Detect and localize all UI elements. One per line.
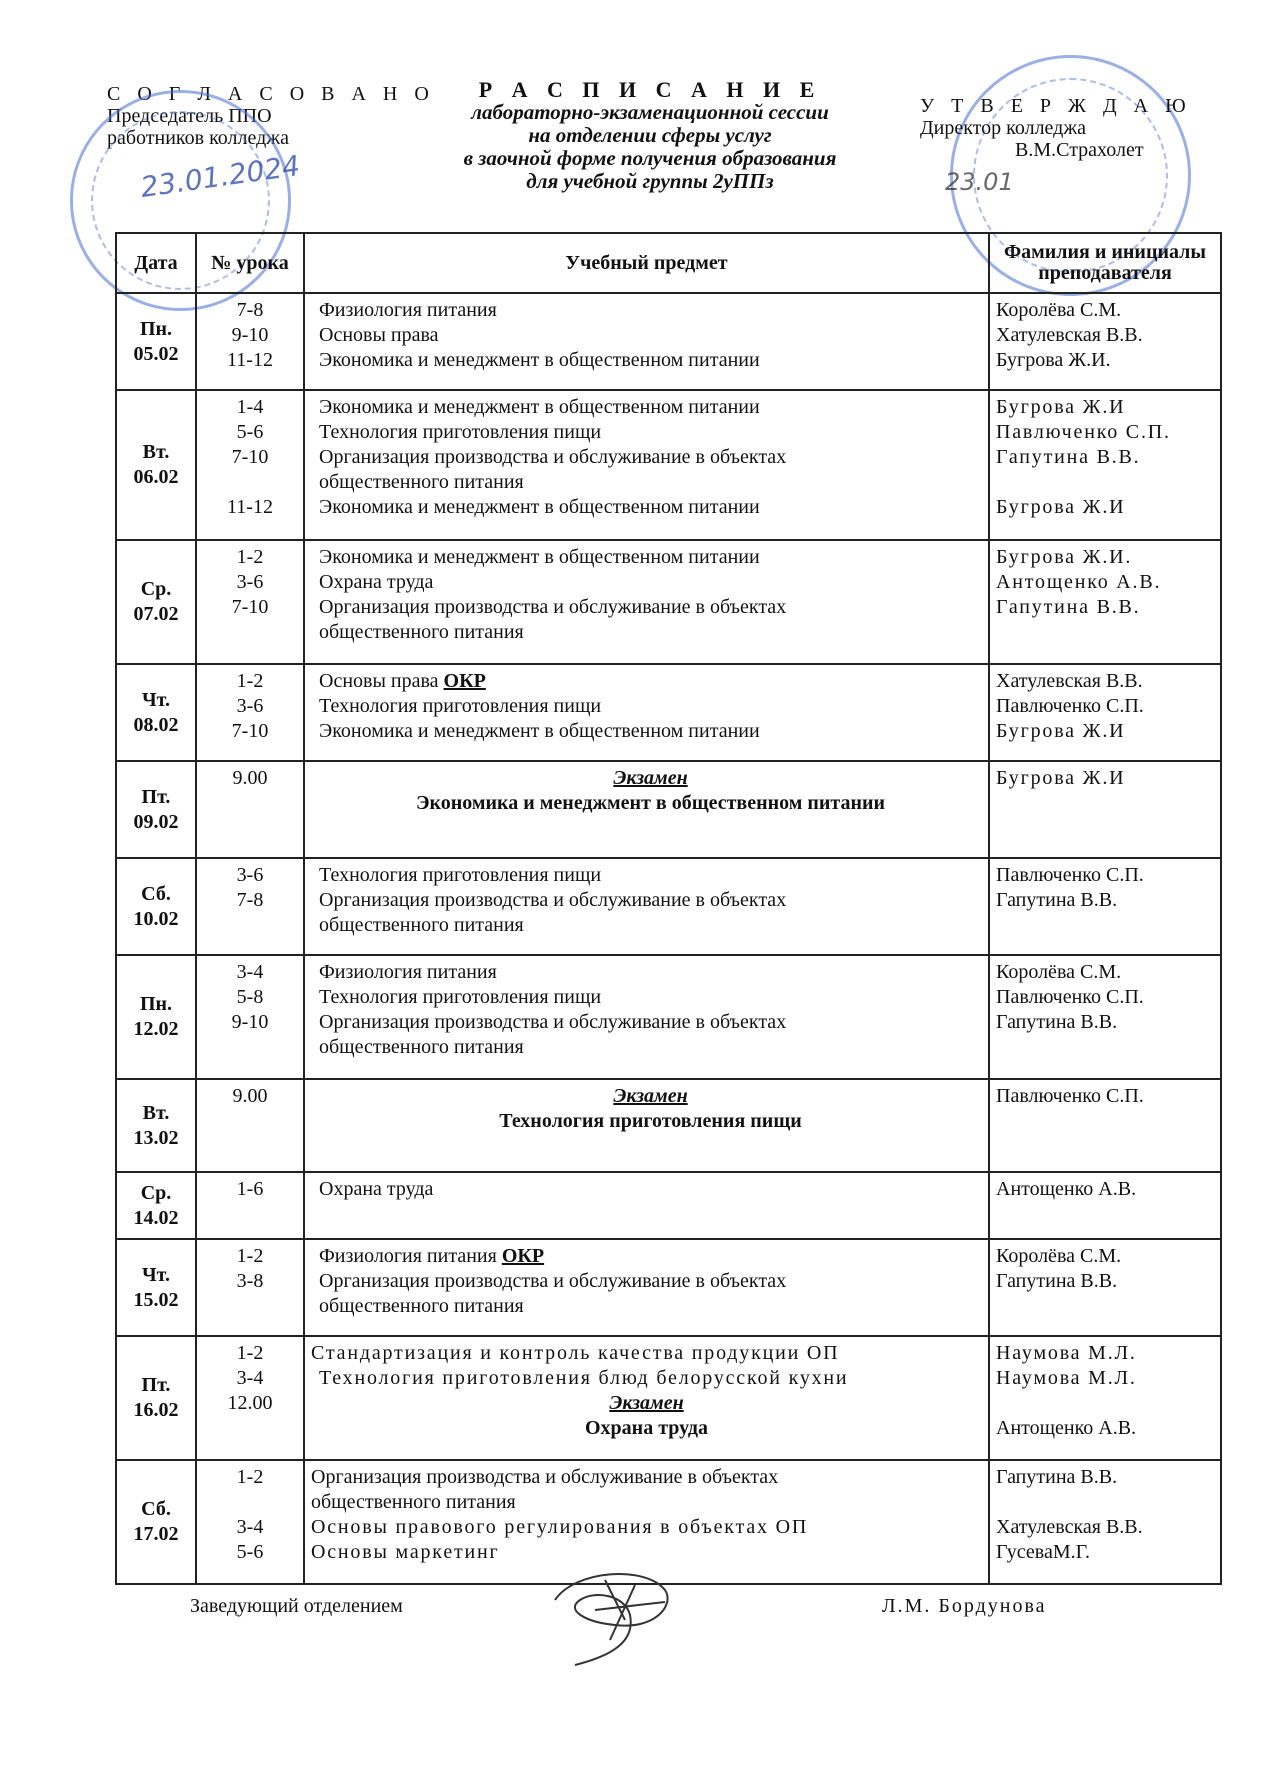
subject-cell (304, 540, 989, 664)
teacher: Бугрова Ж.И (996, 496, 1126, 518)
teacher-cell (989, 1172, 1221, 1239)
subject: Экономика и менеджмент в общественном питании (319, 546, 760, 568)
day-label: Вт. (142, 441, 170, 463)
date-cell (116, 955, 196, 1079)
lesson-cell (196, 1239, 304, 1336)
exam-cell (304, 761, 989, 858)
lesson-number: 7-10 (231, 720, 269, 742)
day-label: Ср. (140, 578, 172, 600)
teacher: ГусеваМ.Г. (996, 1541, 1090, 1563)
teacher: Гапутина В.В. (996, 1270, 1118, 1292)
lesson-number: 3-6 (236, 695, 264, 717)
day-label: Пт. (141, 785, 171, 808)
lesson-number: 5-8 (236, 986, 264, 1008)
teacher-cell (989, 761, 1221, 858)
table-row (116, 540, 1221, 664)
lesson-number: 1-2 (236, 1342, 264, 1364)
lesson-number: 1-2 (236, 1466, 264, 1488)
exam-subject: Экономика и менеджмент в общественном питании (415, 792, 886, 814)
table-row (116, 1336, 1221, 1460)
date-cell (116, 540, 196, 664)
teacher: Гапутина В.В. (996, 1011, 1118, 1033)
subject-cell (304, 1172, 989, 1239)
subject: Экономика и менеджмент в общественном питании (319, 720, 760, 742)
footer-name: Л.М. Бордунова (882, 1595, 1047, 1617)
teacher: Гапутина В.В. (996, 1466, 1118, 1488)
exam-label: Экзамен (613, 1085, 688, 1107)
day-label: Сб. (141, 882, 171, 905)
date-cell (116, 1460, 196, 1584)
header-subject: Учебный предмет (304, 233, 989, 293)
lesson-number: 3-4 (236, 1367, 264, 1389)
table-row (116, 293, 1221, 390)
lesson-cell (196, 390, 304, 540)
table-row (116, 664, 1221, 761)
exam-subject: Охрана труда (585, 1417, 708, 1439)
subject-cell (304, 1239, 989, 1336)
date-label: 16.02 (133, 1399, 179, 1421)
lesson-number: 7-10 (231, 446, 269, 468)
lesson-number: 7-8 (236, 889, 264, 911)
subject-cell (304, 293, 989, 390)
date-cell (116, 1336, 196, 1460)
lesson-number: 1-2 (236, 1245, 264, 1267)
date-label: 15.02 (133, 1288, 179, 1311)
lesson-number (203, 470, 297, 495)
subject: Основы права (319, 324, 439, 346)
table-row (116, 858, 1221, 955)
subject: Технология приготовления пищи (319, 695, 602, 717)
teacher: Гапутина В.В. (996, 446, 1141, 468)
teacher: Бугрова Ж.И. (996, 546, 1133, 568)
page-title: Р А С П И С А Н И Е (478, 77, 822, 102)
subject: Основы маркетинг (311, 1541, 500, 1563)
lesson-number (203, 1490, 297, 1515)
teacher: Королёва С.М. (996, 299, 1122, 321)
teacher: Антощенко А.В. (996, 1417, 1137, 1439)
subject: Экономика и менеджмент в общественном питании (319, 349, 760, 371)
teacher-cell (989, 540, 1221, 664)
lesson-cell (196, 1460, 304, 1584)
teacher: Антощенко А.В. (996, 1178, 1137, 1200)
teacher: Бугрова Ж.И. (996, 349, 1111, 371)
teacher-cell (989, 858, 1221, 955)
subject: общественного питания (319, 914, 524, 936)
left-stamp-date: 23.01.2024 (138, 149, 302, 204)
lesson-cell (196, 955, 304, 1079)
date-cell (116, 858, 196, 955)
subject: Организация производства и обслуживание в объектах (319, 596, 787, 618)
subject-cell (304, 664, 989, 761)
header-date: Дата (116, 233, 196, 293)
okr-badge: ОКР (443, 670, 486, 692)
teacher: Хатулевская В.В. (996, 670, 1143, 692)
subject: общественного питания (319, 1295, 524, 1317)
right-stamp-date: 23.01 (945, 168, 1014, 196)
date-label: 05.02 (133, 342, 179, 365)
date-label: 06.02 (133, 466, 179, 488)
lesson-number: 9-10 (231, 324, 269, 346)
date-label: 07.02 (133, 603, 179, 625)
date-label: 08.02 (133, 713, 179, 736)
day-label: Чт. (142, 1263, 170, 1286)
date-label: 12.02 (133, 1018, 179, 1040)
lesson-number: 1-6 (236, 1178, 264, 1200)
subject: Экономика и менеджмент в общественном питании (319, 496, 760, 518)
lesson-number: 3-6 (236, 571, 264, 593)
lesson-number: 5-6 (236, 1541, 264, 1563)
subject: Организация производства и обслуживание в объектах (319, 1011, 787, 1033)
teacher-cell (989, 1239, 1221, 1336)
ppo-chairman-label: Председатель ППО (107, 105, 272, 127)
teacher-cell (989, 293, 1221, 390)
day-label: Вт. (142, 1101, 170, 1124)
header-lesson-number: № урока (196, 233, 304, 293)
subject: Физиология питания (319, 961, 497, 983)
lesson-number: 11-12 (227, 349, 273, 371)
subject: общественного питания (311, 1491, 516, 1513)
teacher: Королёва С.М. (996, 961, 1122, 983)
lesson-cell (196, 761, 304, 858)
day-label: Сб. (141, 1498, 171, 1520)
teacher: Павлюченко С.П. (996, 864, 1144, 886)
teacher: Гапутина В.В. (996, 596, 1141, 618)
subject: Физиология питания (319, 1245, 497, 1267)
study-form: в заочной форме получения образования (463, 146, 837, 170)
teacher: Гапутина В.В. (996, 889, 1118, 911)
date-label: 10.02 (133, 907, 179, 930)
teacher-cell (989, 1336, 1221, 1460)
lesson-cell (196, 1079, 304, 1172)
day-label: Пт. (141, 1374, 171, 1396)
day-label: Пн. (139, 993, 173, 1015)
lesson-number: 3-4 (236, 1516, 264, 1538)
teacher-cell (989, 955, 1221, 1079)
subject: Технология приготовления пищи (319, 864, 602, 886)
teacher-cell (989, 390, 1221, 540)
subject: Экономика и менеджмент в общественном питании (319, 396, 760, 418)
lesson-number: 5-6 (236, 421, 264, 443)
table-row (116, 390, 1221, 540)
okr-badge: ОКР (501, 1245, 545, 1267)
lesson-cell (196, 540, 304, 664)
date-cell (116, 664, 196, 761)
subject: общественного питания (319, 621, 524, 643)
exam-label: Экзамен (609, 1392, 684, 1414)
subject-cell (304, 955, 989, 1079)
teacher: Павлюченко С.П. (996, 421, 1171, 443)
director-label: Директор колледжа (920, 117, 1087, 139)
table-row (116, 1172, 1221, 1239)
subject: Организация производства и обслуживание в объектах (319, 446, 787, 468)
exam-time: 9.00 (232, 767, 268, 789)
exam-label: Экзамен (613, 767, 688, 789)
day-label: Пн. (139, 317, 173, 340)
date-cell (116, 1079, 196, 1172)
day-label: Чт. (142, 688, 170, 711)
table-row (116, 1079, 1221, 1172)
approved-label: У Т В Е Р Ж Д А Ю (920, 95, 1192, 117)
lesson-number: 1-4 (236, 396, 264, 418)
group-label: для учебной группы 2уППз (526, 169, 774, 193)
date-cell (116, 761, 196, 858)
lesson-number: 7-10 (231, 596, 269, 618)
subject: Организация производства и обслуживание в объектах (311, 1466, 779, 1488)
subject: Физиология питания (319, 299, 497, 321)
date-label: 13.02 (133, 1126, 179, 1149)
table-row (116, 1239, 1221, 1336)
date-label: 09.02 (133, 810, 179, 833)
header-teacher: Фамилия и инициалы преподавателя (989, 233, 1221, 293)
teacher: Наумова М.Л. (996, 1342, 1137, 1364)
teacher: Павлюченко С.П. (996, 695, 1144, 717)
table-header-row (116, 233, 1221, 293)
date-cell (116, 1172, 196, 1239)
department: на отделении сферы услуг (528, 123, 772, 147)
exam-time: 9.00 (232, 1085, 268, 1107)
subject-cell (304, 390, 989, 540)
subject: Организация производства и обслуживание в объектах (319, 1270, 787, 1292)
teacher: Хатулевская В.В. (996, 1516, 1143, 1538)
teacher: Бугрова Ж.И (996, 767, 1126, 789)
subject: Основы правового регулирования в объектах ОП (311, 1516, 809, 1538)
lesson-number: 3-6 (236, 864, 264, 886)
subject: Стандартизация и контроль качества продукции ОП (311, 1342, 840, 1364)
teacher: Наумова М.Л. (996, 1367, 1137, 1389)
teacher: Антощенко А.В. (996, 571, 1162, 593)
teacher-cell (989, 664, 1221, 761)
schedule-table (115, 232, 1222, 1585)
exam-cell (304, 1079, 989, 1172)
table-row (116, 955, 1221, 1079)
day-label: Ср. (140, 1181, 172, 1204)
lesson-number: 1-2 (236, 670, 264, 692)
subject: Организация производства и обслуживание в объектах (319, 889, 787, 911)
lesson-cell (196, 858, 304, 955)
lesson-number: 3-4 (236, 961, 264, 983)
date-cell (116, 293, 196, 390)
teacher: Бугрова Ж.И (996, 396, 1126, 418)
agreed-label: С О Г Л А С О В А Н О (107, 83, 435, 105)
subject: общественного питания (319, 471, 524, 493)
footer-position: Заведующий отделением (190, 1595, 403, 1617)
date-label: 14.02 (133, 1206, 179, 1229)
lesson-cell (196, 293, 304, 390)
date-cell (116, 390, 196, 540)
teacher-cell (989, 1460, 1221, 1584)
session-type: лабораторно-экзаменационной сессии (471, 100, 829, 124)
lesson-number: 11-12 (227, 496, 273, 518)
date-cell (116, 1239, 196, 1336)
lesson-cell (196, 1336, 304, 1460)
subject-cell (304, 1336, 989, 1460)
subject: Охрана труда (319, 1178, 434, 1200)
teacher: Королёва С.М. (996, 1245, 1122, 1267)
teacher: Павлюченко С.П. (996, 1085, 1144, 1107)
approval-right-block (920, 95, 1192, 161)
teacher (996, 1391, 1214, 1416)
teacher (996, 1490, 1214, 1515)
teacher: Бугрова Ж.И (996, 720, 1126, 742)
subject-cell (304, 858, 989, 955)
date-label: 17.02 (133, 1523, 179, 1545)
subject: общественного питания (319, 1036, 524, 1058)
signature-icon (535, 1560, 685, 1680)
subject: Основы права (319, 670, 439, 692)
teacher (996, 470, 1214, 495)
teacher-cell (989, 1079, 1221, 1172)
director-name: В.М.Страхолет (1015, 139, 1144, 161)
teacher: Павлюченко С.П. (996, 986, 1144, 1008)
subject: Технология приготовления пищи (319, 986, 602, 1008)
lesson-number: 9-10 (231, 1011, 269, 1033)
lesson-cell (196, 1172, 304, 1239)
lesson-number: 1-2 (236, 546, 264, 568)
lesson-number: 3-8 (236, 1270, 264, 1292)
lesson-number: 7-8 (236, 299, 264, 321)
lesson-cell (196, 664, 304, 761)
subject: Охрана труда (319, 571, 434, 593)
ppo-workers-label: работников колледжа (107, 127, 289, 149)
subject: Технология приготовления пищи (319, 421, 602, 443)
exam-time: 12.00 (227, 1392, 273, 1414)
table-row (116, 761, 1221, 858)
schedule-title-block (390, 78, 910, 193)
teacher: Хатулевская В.В. (996, 324, 1143, 346)
subject: Технология приготовления блюд белорусской кухни (319, 1367, 849, 1389)
exam-subject: Технология приготовления пищи (499, 1110, 802, 1132)
